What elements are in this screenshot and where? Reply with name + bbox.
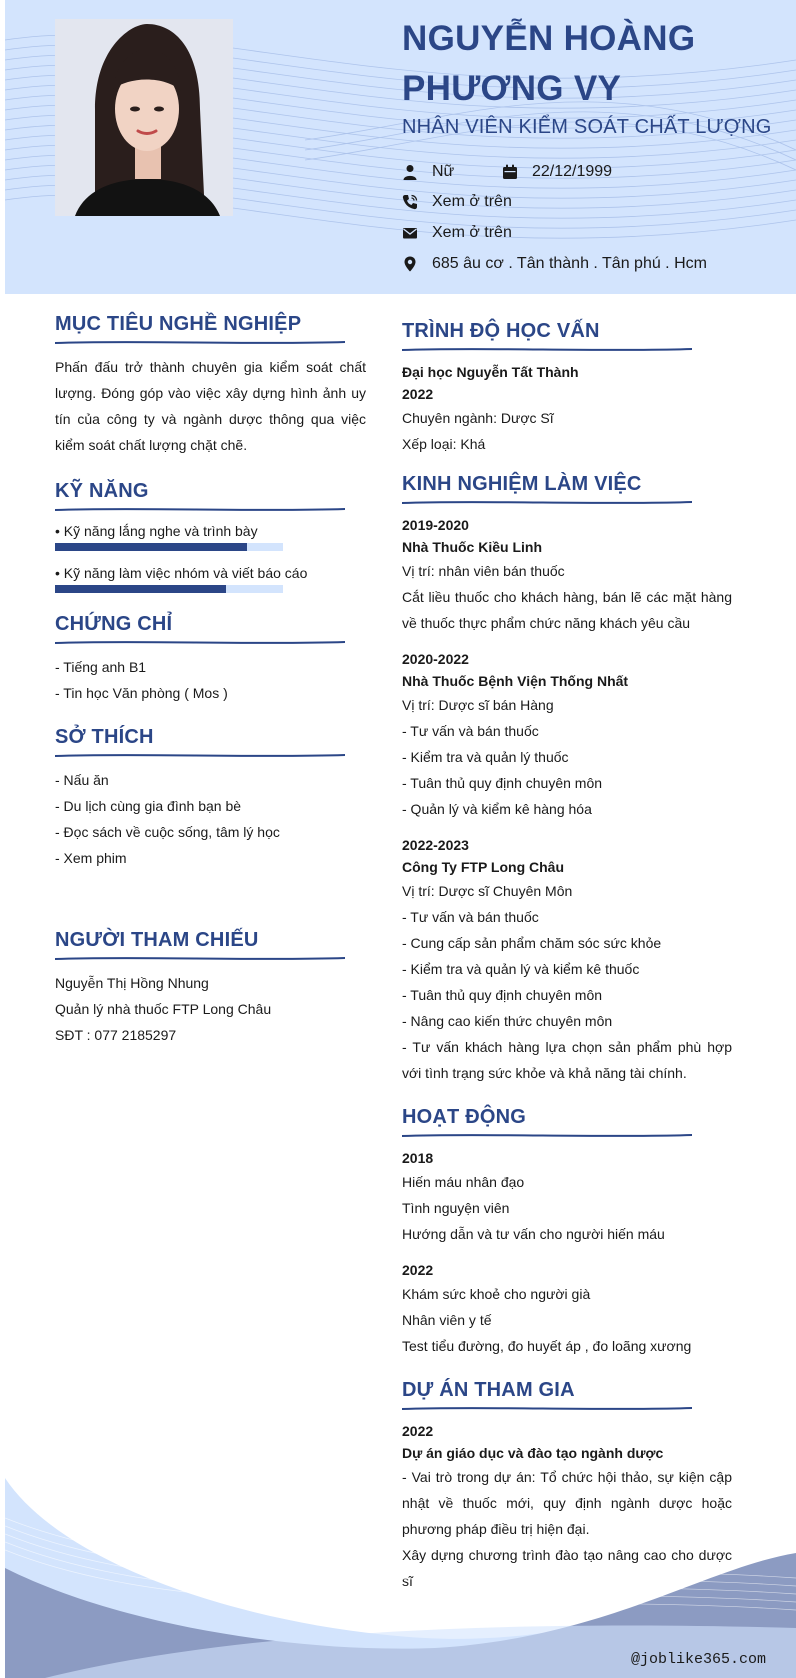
reference-item: SĐT : 077 2185297 — [55, 1027, 177, 1043]
hobby-item: - Xem phim — [55, 850, 127, 866]
section-underline — [55, 751, 345, 759]
project-year: 2022 — [402, 1423, 434, 1439]
objective-section — [55, 311, 366, 458]
email-row — [402, 221, 512, 245]
name-line-2: PHƯƠNG VY — [402, 69, 622, 108]
certificates-section — [55, 611, 366, 706]
section-underline — [55, 954, 345, 962]
experience-item-1 — [402, 514, 732, 636]
gender-value: Nữ — [432, 163, 455, 180]
dob-value: 22/12/1999 — [532, 163, 613, 180]
education-major: Chuyên ngành: Dược Sĩ — [402, 410, 554, 426]
address-value: 685 âu cơ . Tân thành . Tân phú . Hcm — [432, 255, 707, 272]
hobby-item: - Nấu ăn — [55, 772, 109, 788]
experience-period: 2022-2023 — [402, 837, 469, 853]
experience-line: - Kiểm tra và quản lý và kiểm kê thuốc — [402, 961, 640, 977]
name-line-1: NGUYỄN HOÀNG — [402, 19, 696, 58]
section-underline — [55, 638, 345, 646]
projects-title: DỰ ÁN THAM GIA — [402, 1379, 575, 1401]
experience-line: Vị trí: Dược sĩ Chuyên Môn — [402, 883, 573, 899]
activity-line: Test tiểu đường, đo huyết áp , đo loãng xương — [402, 1338, 692, 1354]
activities-section — [402, 1104, 732, 1359]
phone-value: Xem ở trên — [432, 193, 512, 210]
experience-item-3 — [402, 834, 732, 1086]
skills-section — [55, 478, 366, 593]
hobby-item: - Du lịch cùng gia đình bạn bè — [55, 798, 242, 814]
left-column — [55, 311, 366, 1048]
objective-title: MỤC TIÊU NGHỀ NGHIỆP — [55, 313, 302, 335]
map-pin-icon — [402, 256, 418, 272]
hobbies-title: SỞ THÍCH — [55, 726, 154, 748]
profile-photo — [55, 19, 233, 216]
activity-year: 2018 — [402, 1150, 434, 1166]
experience-line: - Tuân thủ quy định chuyên môn — [402, 987, 603, 1003]
references-section — [55, 927, 366, 1048]
calendar-icon — [502, 164, 518, 180]
footer-decoration — [5, 1478, 796, 1678]
experience-company: Nhà Thuốc Bệnh Viện Thống Nhất — [402, 673, 629, 689]
address-row — [402, 252, 707, 276]
section-underline — [55, 338, 345, 346]
hobby-item: - Đọc sách về cuộc sống, tâm lý học — [55, 824, 280, 840]
cv-page — [5, 0, 796, 1678]
objective-text: Phấn đấu trở thành chuyên gia kiểm soát chất lượng. Đóng góp vào việc xây dựng hình ảnh uy tín của công ty và ngành dược thông qua việc kiểm soát chất lượng chặt chẽ. — [55, 359, 366, 453]
activity-line: Hướng dẫn và tư vấn cho người hiến máu — [402, 1226, 665, 1242]
gender-row — [402, 160, 454, 184]
skill-label-1: • Kỹ năng lắng nghe và trình bày — [55, 523, 258, 539]
envelope-icon — [402, 225, 418, 241]
phone-row — [402, 190, 512, 214]
reference-item: Nguyễn Thị Hồng Nhung — [55, 975, 209, 991]
user-icon — [402, 164, 418, 180]
experience-line: Vị trí: Dược sĩ bán Hàng — [402, 697, 554, 713]
experience-line: Cắt liều thuốc cho khách hàng, bán lẽ các mặt hàng về thuốc thực phẩm chức năng khách yêu cầu — [402, 589, 732, 631]
experience-period: 2020-2022 — [402, 651, 469, 667]
dob-row — [502, 160, 612, 184]
skill-label-2: • Kỹ năng làm việc nhóm và viết báo cáo — [55, 565, 308, 581]
education-rank: Xếp loại: Khá — [402, 436, 486, 452]
portrait-image — [55, 19, 233, 216]
section-underline — [402, 1404, 692, 1412]
project-line: Xây dựng chương trình đào tạo nâng cao cho dược sĩ — [402, 1547, 732, 1589]
certificate-item: - Tin học Văn phòng ( Mos ) — [55, 685, 228, 701]
experience-company: Nhà Thuốc Kiều Linh — [402, 539, 542, 555]
activity-line: Khám sức khoẻ cho người già — [402, 1286, 591, 1302]
activity-line: Tình nguyện viên — [402, 1200, 510, 1216]
activity-line: Nhân viên y tế — [402, 1312, 492, 1328]
certificates-title: CHỨNG CHỈ — [55, 613, 173, 635]
experience-line: - Tư vấn và bán thuốc — [402, 909, 539, 925]
experience-line: - Kiểm tra và quản lý thuốc — [402, 749, 569, 765]
skill-bar-1 — [55, 543, 283, 551]
section-underline — [402, 1131, 692, 1139]
email-value: Xem ở trên — [432, 224, 512, 241]
footer-wave — [5, 1478, 796, 1678]
experience-section — [402, 471, 732, 1086]
experience-line: - Nâng cao kiến thức chuyên môn — [402, 1013, 613, 1029]
right-column — [402, 318, 732, 1594]
activities-title: HOẠT ĐỘNG — [402, 1106, 527, 1128]
hobbies-section — [55, 724, 366, 871]
project-name: Dự án giáo dục và đào tạo ngành dược — [402, 1445, 664, 1461]
experience-period: 2019-2020 — [402, 517, 469, 533]
experience-line: - Tư vấn và bán thuốc — [402, 723, 539, 739]
watermark: @joblike365.com — [630, 1651, 766, 1668]
experience-line: - Quản lý và kiểm kê hàng hóa — [402, 801, 592, 817]
section-underline — [55, 505, 345, 513]
education-year: 2022 — [402, 386, 434, 402]
candidate-name — [402, 14, 782, 114]
activity-line: Hiến máu nhân đạo — [402, 1174, 525, 1190]
experience-line: Vị trí: nhân viên bán thuốc — [402, 563, 565, 579]
experience-line: - Cung cấp sản phẩm chăm sóc sức khỏe — [402, 935, 662, 951]
skill-bar-fill-2 — [55, 585, 226, 593]
section-underline — [402, 498, 692, 506]
references-title: NGƯỜI THAM CHIẾU — [55, 929, 259, 951]
skill-bar-2 — [55, 585, 283, 593]
certificate-item: - Tiếng anh B1 — [55, 659, 147, 675]
experience-line: - Tư vấn khách hàng lựa chọn sản phẩm phù hợp với tình trạng sức khỏe và khả năng tài chính. — [402, 1039, 732, 1081]
experience-line: - Tuân thủ quy định chuyên môn — [402, 775, 603, 791]
skills-title: KỸ NĂNG — [55, 480, 149, 502]
section-underline — [402, 345, 692, 353]
education-section — [402, 318, 732, 457]
header — [5, 0, 796, 294]
skill-bar-fill-1 — [55, 543, 247, 551]
education-title: TRÌNH ĐỘ HỌC VẤN — [402, 320, 600, 342]
experience-company: Công Ty FTP Long Châu — [402, 859, 565, 875]
job-title: NHÂN VIÊN KIỂM SOÁT CHẤT LƯỢNG — [402, 116, 772, 138]
project-line: - Vai trò trong dự án: Tổ chức hội thảo, sự kiện cập nhật về thuốc mới, quy định ngành dược hoặc phương pháp điều trị hiện đại. — [402, 1469, 732, 1537]
experience-title: KINH NGHIỆM LÀM VIỆC — [402, 473, 642, 495]
experience-item-2 — [402, 648, 732, 822]
activity-year: 2022 — [402, 1262, 434, 1278]
phone-icon — [402, 194, 418, 210]
reference-item: Quản lý nhà thuốc FTP Long Châu — [55, 1001, 272, 1017]
education-school: Đại học Nguyễn Tất Thành — [402, 364, 579, 380]
